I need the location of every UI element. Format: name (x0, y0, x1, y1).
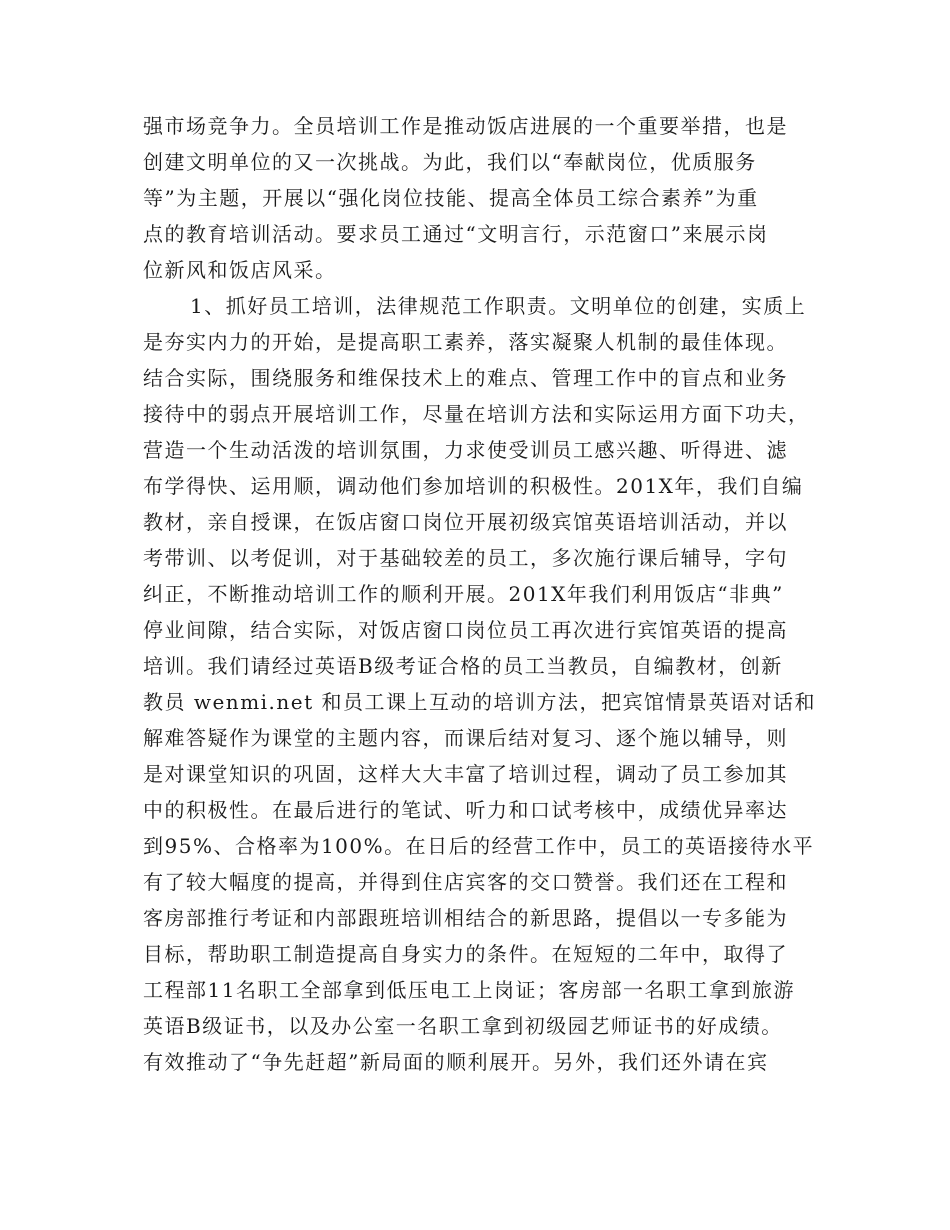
text-line: 解难答疑作为课堂的主题内容，而课后结对复习、逐个施以辅导，则 (143, 726, 788, 750)
text-line: 英语B级证书，以及办公室一名职工拿到初级园艺师证书的好成绩。 (143, 1014, 783, 1038)
text-line: 强市场竞争力。全员培训工作是推动饭店进展的一个重要举措，也是 (143, 114, 788, 138)
text-line: 中的积极性。在最后进行的笔试、听力和口试考核中，成绩优异率达 (143, 798, 788, 822)
text-line: 工程部11名职工全部拿到低压电工上岗证；客房部一名职工拿到旅游 (143, 978, 795, 1002)
text-line: 到95%、合格率为100%。在日后的经营工作中，员工的英语接待水平 (143, 834, 815, 858)
text-line: 是夯实内力的开始，是提高职工素养，落实凝聚人机制的最佳体现。 (143, 330, 788, 354)
text-line: 1、抓好员工培训，法律规范工作职责。文明单位的创建，实质上 (190, 294, 807, 318)
text-line: 结合实际，围绕服务和维保技术上的难点、管理工作中的盲点和业务 (143, 366, 788, 390)
text-line: 教材，亲自授课，在饭店窗口岗位开展初级宾馆英语培训活动，并以 (143, 510, 788, 534)
text-line: 客房部推行考证和内部跟班培训相结合的新思路，提倡以一专多能为 (143, 906, 788, 930)
text-line: 点的教育培训活动。要求员工通过“文明言行，示范窗口”来展示岗 (143, 222, 769, 246)
paragraph-training (143, 288, 823, 1080)
text-line: 等”为主题，开展以“强化岗位技能、提高全体员工综合素养”为重 (143, 186, 759, 210)
text-line: 教员 wenmi.net 和员工课上互动的培训方法，把宾馆情景英语对话和 (143, 690, 817, 714)
text-line: 纠正，不断推动培训工作的顺利开展。201X年我们利用饭店“非典” (143, 582, 784, 606)
text-line: 培训。我们请经过英语B级考证合格的员工当教员，自编教材，创新 (143, 654, 783, 678)
text-line: 停业间隙，结合实际，对饭店窗口岗位员工再次进行宾馆英语的提高 (143, 618, 788, 642)
paragraph-intro (143, 108, 823, 288)
text-line: 是对课堂知识的巩固，这样大大丰富了培训过程，调动了员工参加其 (143, 762, 788, 786)
text-line: 有了较大幅度的提高，并得到住店宾客的交口赞誉。我们还在工程和 (143, 870, 788, 894)
text-line: 接待中的弱点开展培训工作，尽量在培训方法和实际运用方面下功夫， (143, 402, 810, 426)
text-line: 布学得快、运用顺，调动他们参加培训的积极性。201X年，我们自编 (143, 474, 804, 498)
text-line: 创建文明单位的又一次挑战。为此，我们以“奉献岗位，优质服务 (143, 150, 757, 174)
text-line: 目标，帮助职工制造提高自身实力的条件。在短短的二年中，取得了 (143, 942, 788, 966)
text-line: 营造一个生动活泼的培训氛围，力求使受训员工感兴趣、听得进、滤 (143, 438, 788, 462)
text-line: 位新风和饭店风采。 (143, 258, 337, 282)
document-body (143, 108, 823, 1080)
text-line: 有效推动了“争先赶超”新局面的顺利展开。另外，我们还外请在宾 (143, 1050, 769, 1074)
text-line: 考带训、以考促训，对于基础较差的员工，多次施行课后辅导，字句 (143, 546, 788, 570)
